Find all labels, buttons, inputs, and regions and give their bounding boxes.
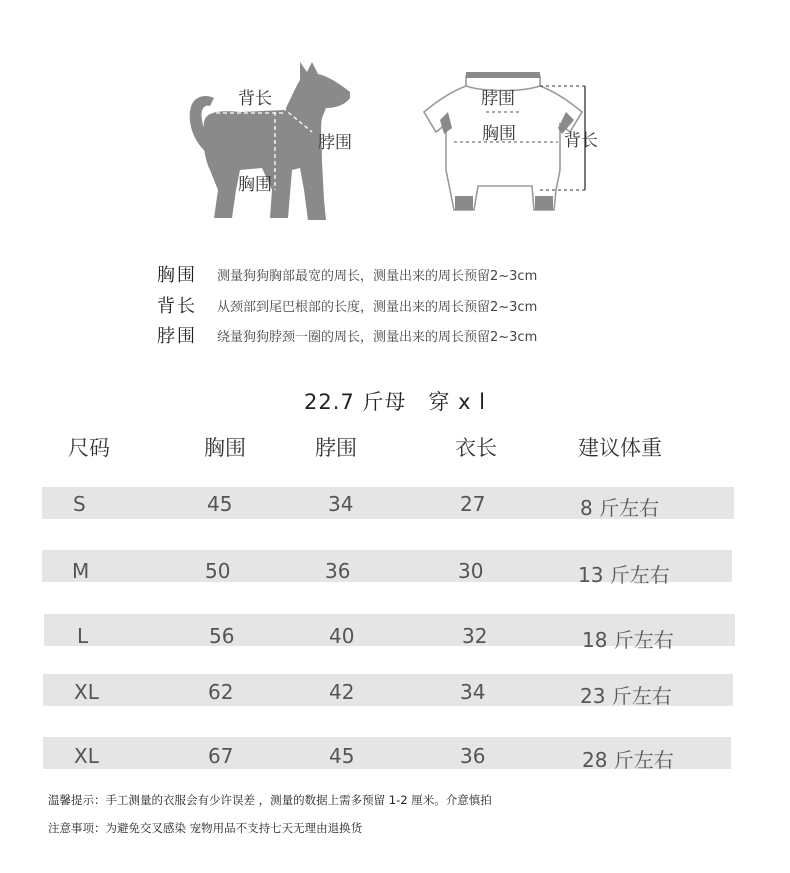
note-back — [157, 292, 537, 322]
cell-neck: 45 — [329, 744, 355, 768]
cell-length: 34 — [460, 680, 486, 704]
cell-weight: 23 斤左右 — [580, 684, 672, 708]
cell-neck: 40 — [329, 624, 355, 648]
size-diagram — [0, 0, 790, 240]
cell-neck: 34 — [328, 492, 354, 516]
cell-length: 30 — [458, 559, 484, 583]
note-desc: 绕量狗狗脖颈一圈的周长，测量出来的周长预留2~3cm — [217, 329, 538, 345]
cell-size: XL — [74, 744, 99, 768]
cell-neck: 36 — [325, 559, 351, 583]
cell-size: XL — [74, 680, 99, 704]
dog-label-chest: 胸围 — [238, 175, 272, 195]
cell-weight: 18 斤左右 — [582, 628, 674, 652]
cell-length: 27 — [460, 492, 486, 516]
cell-chest: 62 — [208, 680, 234, 704]
note-chest — [157, 261, 537, 291]
shirt-label-neck: 脖围 — [481, 89, 515, 109]
cell-length: 32 — [462, 624, 488, 648]
header-neck: 脖围 — [315, 436, 357, 460]
header-weight: 建议体重 — [578, 436, 662, 460]
header-chest: 胸围 — [204, 436, 246, 460]
note-term: 脖围 — [157, 326, 197, 347]
cell-length: 36 — [460, 744, 486, 768]
header-length: 衣长 — [455, 436, 497, 460]
cell-chest: 50 — [205, 559, 231, 583]
footer-tip: 温馨提示：手工测量的衣服会有少许误差 ，测量的数据上需多预留 1-2 厘米。介意慎拍 — [48, 793, 492, 807]
cell-chest: 67 — [208, 744, 234, 768]
header-size: 尺码 — [68, 436, 110, 460]
cell-chest: 56 — [209, 624, 235, 648]
dog-label-neck: 脖围 — [318, 133, 352, 153]
dog-label-back: 背长 — [238, 89, 272, 109]
cell-neck: 42 — [329, 680, 355, 704]
cell-size: M — [72, 559, 90, 583]
note-term: 背长 — [157, 296, 197, 317]
note-desc: 测量狗狗胸部最宽的周长，测量出来的周长预留2~3cm — [217, 268, 538, 284]
cell-weight: 13 斤左右 — [578, 563, 670, 587]
cell-size: S — [73, 492, 86, 516]
cell-weight: 8 斤左右 — [580, 496, 660, 520]
headline: 22.7 斤母 穿 x l — [303, 390, 487, 414]
cell-weight: 28 斤左右 — [582, 748, 674, 772]
note-desc: 从颈部到尾巴根部的长度，测量出来的周长预留2~3cm — [217, 299, 538, 315]
footer-notice: 注意事项：为避免交叉感染 宠物用品不支持七天无理由退换货 — [48, 821, 363, 835]
cell-size: L — [77, 624, 89, 648]
note-neck — [157, 322, 537, 352]
note-term: 胸围 — [157, 265, 197, 286]
shirt-label-chest: 胸围 — [482, 124, 516, 144]
cell-chest: 45 — [207, 492, 233, 516]
shirt-label-length: 背长 — [564, 131, 598, 151]
